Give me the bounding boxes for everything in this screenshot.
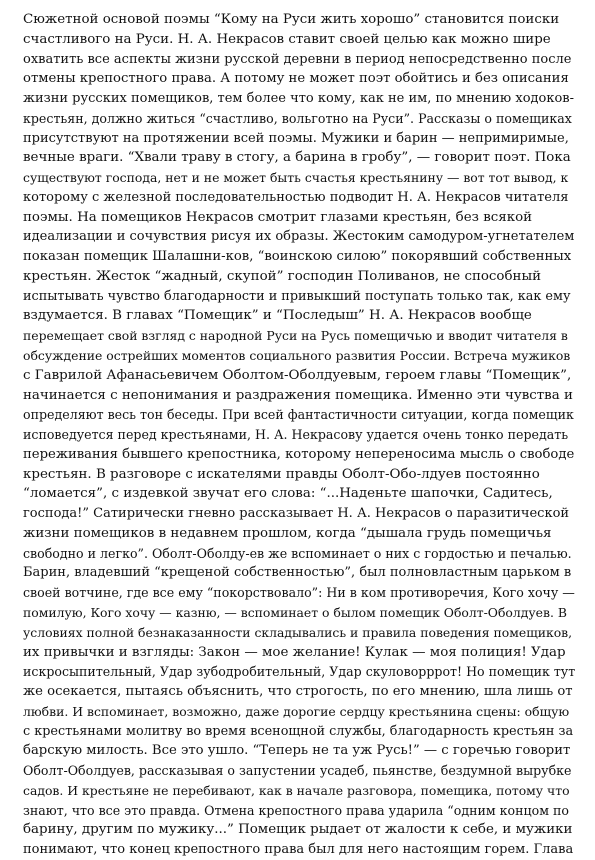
- text-line: Оболт-Оболдуев, рассказывая о запустении усадеб, пьянстве, бездумной вырубке: [23, 763, 572, 779]
- text-line: вечные враги. “Хвали траву в стогу, а барина в гробу”, — говорит поэт. Пока: [23, 150, 571, 166]
- text-line: испытывать чувство благодарности и привыкший поступать только так, как ему: [23, 288, 571, 304]
- text-line: “ломается”, с издевкой звучат его слова: “...Наденьте шапочки, Садитесь,: [23, 486, 553, 502]
- text-line: Барин, владевший “крещеной собственностью”, был полновластным царьком в: [23, 565, 572, 581]
- text-line: которому с железной последовательностью подводит Н. А. Некрасов читателя: [23, 189, 569, 205]
- text-line: Сюжетной основой поэмы “Кому на Руси жить хорошо” становится поиски: [23, 12, 560, 27]
- text-line: показан помещик Шалашни-ков, “воинскою силою” покорявший собственных: [23, 249, 572, 265]
- text-line: обсуждение острейших моментов социального развития России. Встреча мужиков: [23, 348, 571, 364]
- text-line: помилую, Кого хочу — казню, — вспоминает о былом помещик Оболт-Оболдуев. В: [23, 604, 567, 620]
- text-line: существуют господа, нет и не может быть счастья крестьянину — вот тот вывод, к: [23, 170, 569, 186]
- text-line: счастливого на Руси. Н. А. Некрасов ставит своей целью как можно шире: [23, 31, 551, 47]
- text-line: барину, другим по мужику...” Помещик рыдает от жалости к себе, и мужики: [23, 822, 573, 838]
- text-line: с Гаврилой Афанасьевичем Оболтом-Оболдуевым, героем главы “Помещик”,: [23, 367, 572, 383]
- text-line: вздумается. В главах “Помещик” и “Последыш” Н. А. Некрасов вообще: [23, 308, 532, 324]
- text-line: их привычки и взгляды: Закон — мое желание! Кулак — моя полиция! Удар: [23, 644, 566, 660]
- text-line: крестьян. Жесток “жадный, скупой” господин Поливанов, не способный: [23, 268, 542, 284]
- text-line: начинается с непонимания и раздражения помещика. Именно эти чувства и: [23, 387, 573, 403]
- text-line: переживания бывшего крепостника, которому непереносима мысль о свободе: [23, 446, 575, 462]
- text-line: садов. И крестьяне не перебивают, как в начале разговора, помещика, потому что: [23, 782, 570, 798]
- text-line: условиях полной безнаказанности складывались и правила поведения помещиков,: [23, 624, 573, 640]
- text-line: охватить все аспекты жизни русской деревни в период непосредственно после: [23, 51, 572, 67]
- text-line: же осекается, пытаясь объяснить, что строгость, по его мнению, шла лишь от: [23, 684, 573, 700]
- text-line: определяют весь тон беседы. При всей фантастичности ситуации, когда помещик: [23, 407, 574, 423]
- text-line: свободно и легко”. Оболт-Оболду-ев же вспоминает о них с гордостью и печалью.: [23, 545, 572, 561]
- text-line: понимают, что конец крепостного права был для него настоящим горем. Глава: [23, 842, 574, 858]
- text-line: отмены крепостного права. А потому не может поэт обойтись и без описания: [23, 71, 569, 87]
- text-line: своей вотчине, где все ему “покорствовало”: Ни в ком противоречия, Кого хочу —: [23, 585, 575, 601]
- text-line: господа!” Сатирически гневно рассказывает Н. А. Некрасов о паразитической: [23, 506, 570, 522]
- text-line: жизни русских помещиков, тем более что кому, как не им, по мнению ходоков-: [23, 91, 575, 107]
- text-line: жизни помещиков в недавнем прошлом, когда “дышала грудь помещичья: [23, 525, 552, 541]
- text-line: знают, что все это правда. Отмена крепостного права ударила “одним концом по: [23, 802, 569, 818]
- text-line: поэмы. На помещиков Некрасов смотрит глазами крестьян, без всякой: [23, 209, 533, 225]
- text-line: с крестьянами молитву во время всенощной службы, благодарность крестьян за: [23, 723, 574, 739]
- text-line: барскую милость. Все это ушло. “Теперь не та уж Русь!” — с горечью говорит: [23, 743, 571, 759]
- text-line: любви. И вспоминает, возможно, даже дорогие сердцу крестьянина сцены: общую: [23, 703, 570, 719]
- document-body: [23, 10, 575, 860]
- text-line: крестьян. В разговоре с искателями правды Оболт-Обо-лдуев постоянно: [23, 466, 540, 482]
- text-line: присутствуют на протяжении всей поэмы. Мужики и барин — непримиримые,: [23, 130, 569, 146]
- text-line: исповедуется перед крестьянами, Н. А. Некрасову удается очень тонко передать: [23, 427, 569, 443]
- text-line: искросыпительный, Удар зубодробительный, Удар скуловорррот! Но помещик тут: [23, 664, 575, 680]
- text-line: перемещает свой взгляд с народной Руси на Русь помещичью и вводит читателя в: [23, 328, 568, 344]
- text-line: крестьян, должно житься “счастливо, вольготно на Руси”. Рассказы о помещиках: [23, 110, 572, 126]
- text-line: идеализации и сочувствия рисуя их образы. Жестоким самодуром-угнетателем: [23, 229, 575, 245]
